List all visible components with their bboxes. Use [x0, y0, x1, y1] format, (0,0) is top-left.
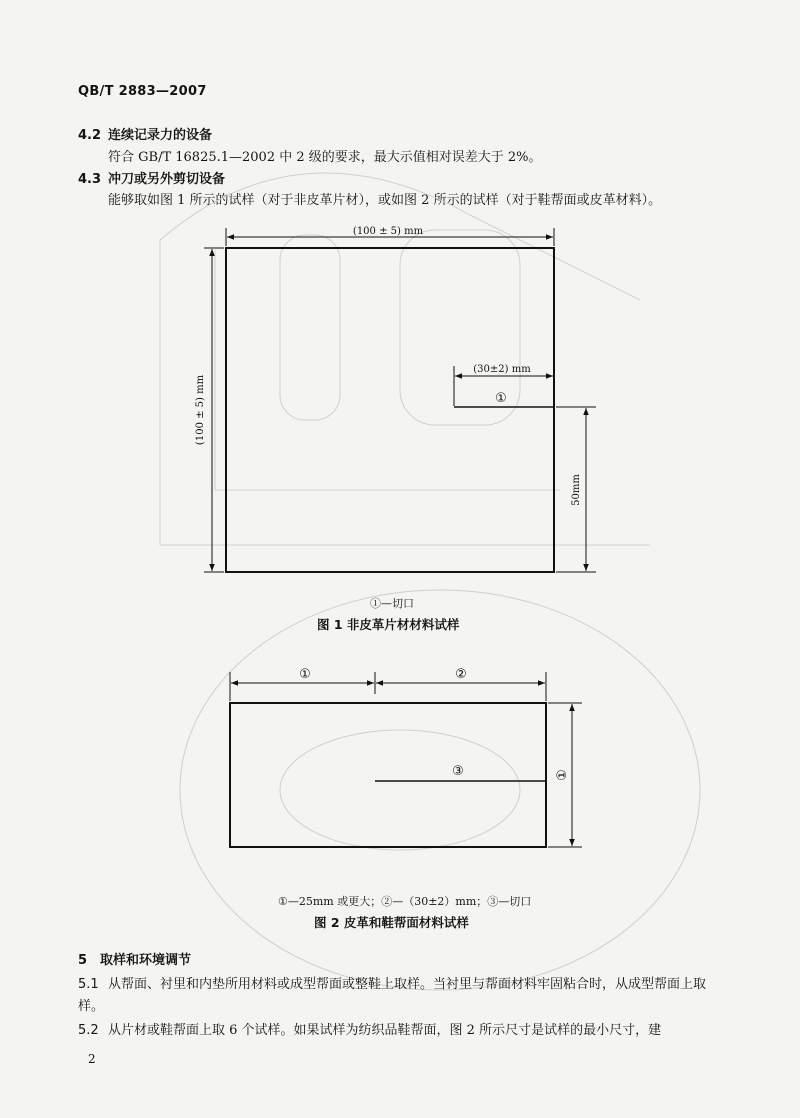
figure-2-marker-3: ③ — [452, 764, 464, 779]
figure-1-width-label: (100 ± 5) mm — [352, 226, 424, 237]
figure-2-marker-side: ① — [555, 769, 570, 781]
section-number: 5.2 — [78, 1023, 99, 1038]
figure-2-legend: ①—25mm 或更大；②—（30±2）mm；③—切口 — [278, 895, 532, 908]
section-4-3-text: 能够取如图 1 所示的试样（对于非皮革片材），或如图 2 所示的试样（对于鞋帮面或皮革材料）。 — [108, 193, 662, 208]
section-number: 4.3 — [78, 172, 102, 187]
section-number: 4.2 — [78, 128, 102, 143]
figure-1-legend: ①—切口 — [370, 597, 414, 610]
figure-1-50mm-label: 50mm — [571, 474, 582, 506]
section-5-2-paragraph — [78, 1020, 726, 1042]
figure-1-cut-marker: ① — [495, 391, 507, 406]
section-number: 5 — [78, 953, 88, 968]
section-4-2-text: 符合 GB/T 16825.1—2002 中 2 级的要求，最大示值相对误差大于 2%。 — [108, 150, 542, 165]
section-title: 冲刀或另外剪切设备 — [108, 172, 226, 187]
figure-2-caption: 图 2 皮革和鞋帮面材料试样 — [314, 915, 469, 930]
figure-2-marker-2: ② — [455, 667, 467, 682]
section-number: 5.1 — [78, 977, 99, 992]
section-5-2-text: 从片材或鞋帮面上取 6 个试样。如果试样为纺织品鞋帮面，图 2 所示尺寸是试样的最小尺寸，建 — [108, 1023, 662, 1038]
figure-2-specimen — [230, 703, 546, 847]
scan-artifacts — [160, 173, 700, 990]
section-5-1-text: 从帮面、衬里和内垫所用材料或成型帮面或整鞋上取样。当衬里与帮面材料牢固粘合时，从成型帮面上取样。 — [78, 977, 707, 1014]
figure-1-specimen — [226, 248, 554, 572]
page-number: 2 — [88, 1052, 96, 1066]
section-title: 取样和环境调节 — [100, 953, 192, 968]
section-title: 连续记录力的设备 — [108, 128, 213, 143]
standard-number: QB/T 2883—2007 — [78, 84, 207, 99]
figure-1-caption: 图 1 非皮革片材材料试样 — [317, 617, 460, 632]
figure-2 — [230, 667, 582, 847]
figure-1-height-label: (100 ± 5) mm — [195, 374, 206, 446]
figure-1 — [195, 226, 596, 572]
figure-1-cut-length-label: (30±2) mm — [473, 364, 531, 375]
figure-2-marker-1: ① — [299, 667, 311, 682]
section-5-heading — [78, 949, 191, 968]
section-5-1-paragraph — [78, 974, 726, 1018]
